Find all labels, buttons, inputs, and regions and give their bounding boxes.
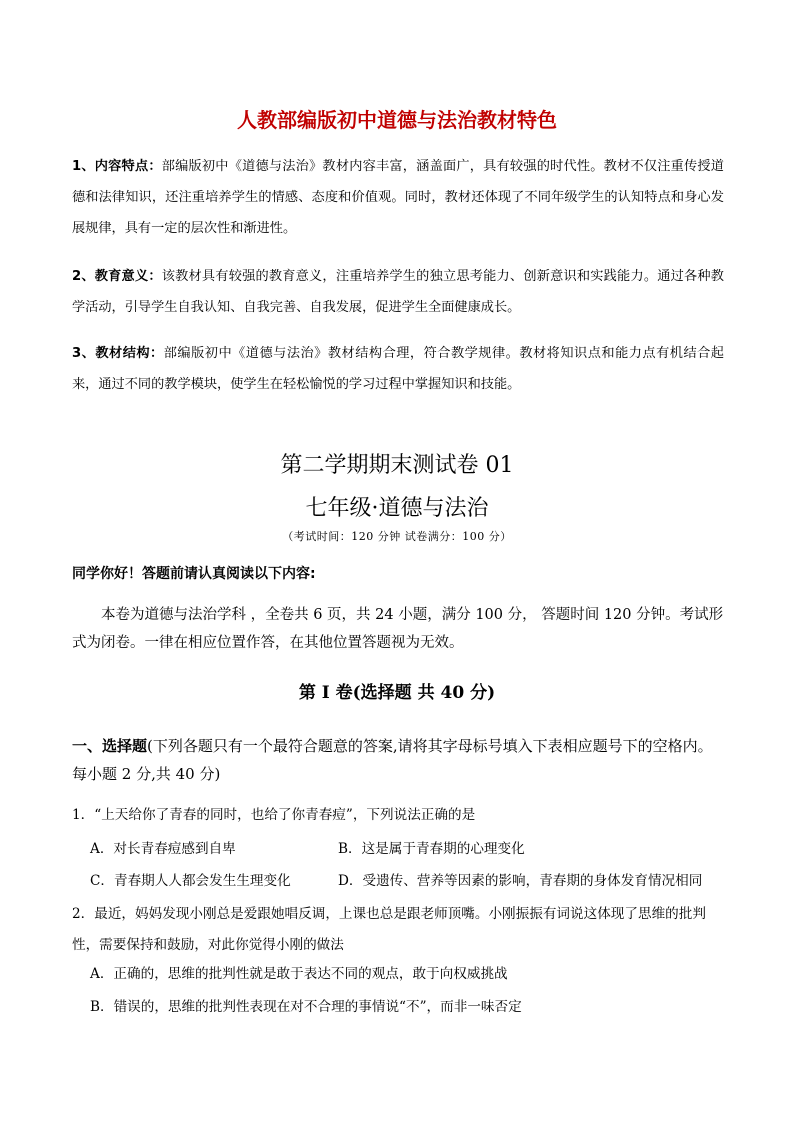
feature-label: 1、内容特点： [72, 159, 162, 174]
feature-text: 该教材具有较强的教育意义，注重培养学生的独立思考能力、创新意识和实践能力。通过各种教学活动，引导学生自我认知、自我完善、自我发展，促进学生全面健康成长。 [72, 269, 724, 315]
section-title: 第 I 卷(选择题 共 40 分) [298, 683, 496, 703]
feature-label: 3、教材结构： [72, 346, 164, 361]
section-instructions [72, 732, 724, 788]
feature-label: 2、教育意义： [72, 269, 162, 284]
exam-title: 第二学期期末测试卷 01 [280, 453, 514, 478]
feature-text: 部编版初中《道德与法治》教材结构合理，符合教学规律。教材将知识点和能力点有机结合起来，通过不同的教学模块，使学生在轻松愉悦的学习过程中掌握知识和技能。 [72, 346, 724, 392]
greeting: 同学你好！答题前请认真阅读以下内容: [72, 566, 316, 582]
question-options [90, 958, 730, 1024]
question-options [90, 833, 730, 897]
option: A．对长青春痘感到自卑 [90, 841, 236, 857]
feature-paragraph [72, 151, 724, 244]
option: A．正确的，思维的批判性就是敢于表达不同的观点，敢于向权威挑战 [90, 966, 508, 982]
option: B．这是属于青春期的心理变化 [338, 841, 525, 857]
question-stem: 2．最近，妈妈发现小刚总是爱跟她唱反调，上课也总是跟老师顶嘴。小刚振振有词说这体现了思维的批判性，需要保持和鼓励，对此你觉得小刚的做法 [72, 906, 706, 953]
feature-text: 部编版初中《道德与法治》教材内容丰富，涵盖面广，具有较强的时代性。教材不仅注重传授道德和法律知识，还注重培养学生的情感、态度和价值观。同时，教材还体现了不同年级学生的认知特点和身心发展规律，具有一定的层次性和渐进性。 [72, 159, 724, 236]
section-head-label: 一、选择题 [72, 737, 148, 755]
section-head-text: (下列各题只有一个最符合题意的答案,请将其字母标号填入下表相应题号下的空格内。每小题 2 分,共 40 分) [72, 737, 713, 783]
option: B．错误的，思维的批判性表现在对不合理的事情说“不”，而非一味否定 [90, 999, 522, 1015]
feature-paragraph [72, 261, 724, 323]
exam-intro: 本卷为道德与法治学科 ，全卷共 6 页，共 24 小题，满分 100 分， 答题时间 120 分钟。考试形式为闭卷。一律在相应位置作答，在其他位置答题视为无效。 [72, 607, 724, 651]
exam-meta: （考试时间：120 分钟 试卷满分：100 分） [282, 530, 512, 543]
question-stem: 1．“上天给你了青春的同时，也给了你青春痘”，下列说法正确的是 [72, 807, 476, 823]
feature-paragraph [72, 338, 724, 400]
option: C．青春期人人都会发生生理变化 [90, 873, 291, 889]
option: D．受遗传、营养等因素的影响，青春期的身体发育情况相同 [338, 873, 703, 889]
exam-subtitle: 七年级·道德与法治 [305, 496, 489, 521]
document-title: 人教部编版初中道德与法治教材特色 [237, 108, 557, 132]
